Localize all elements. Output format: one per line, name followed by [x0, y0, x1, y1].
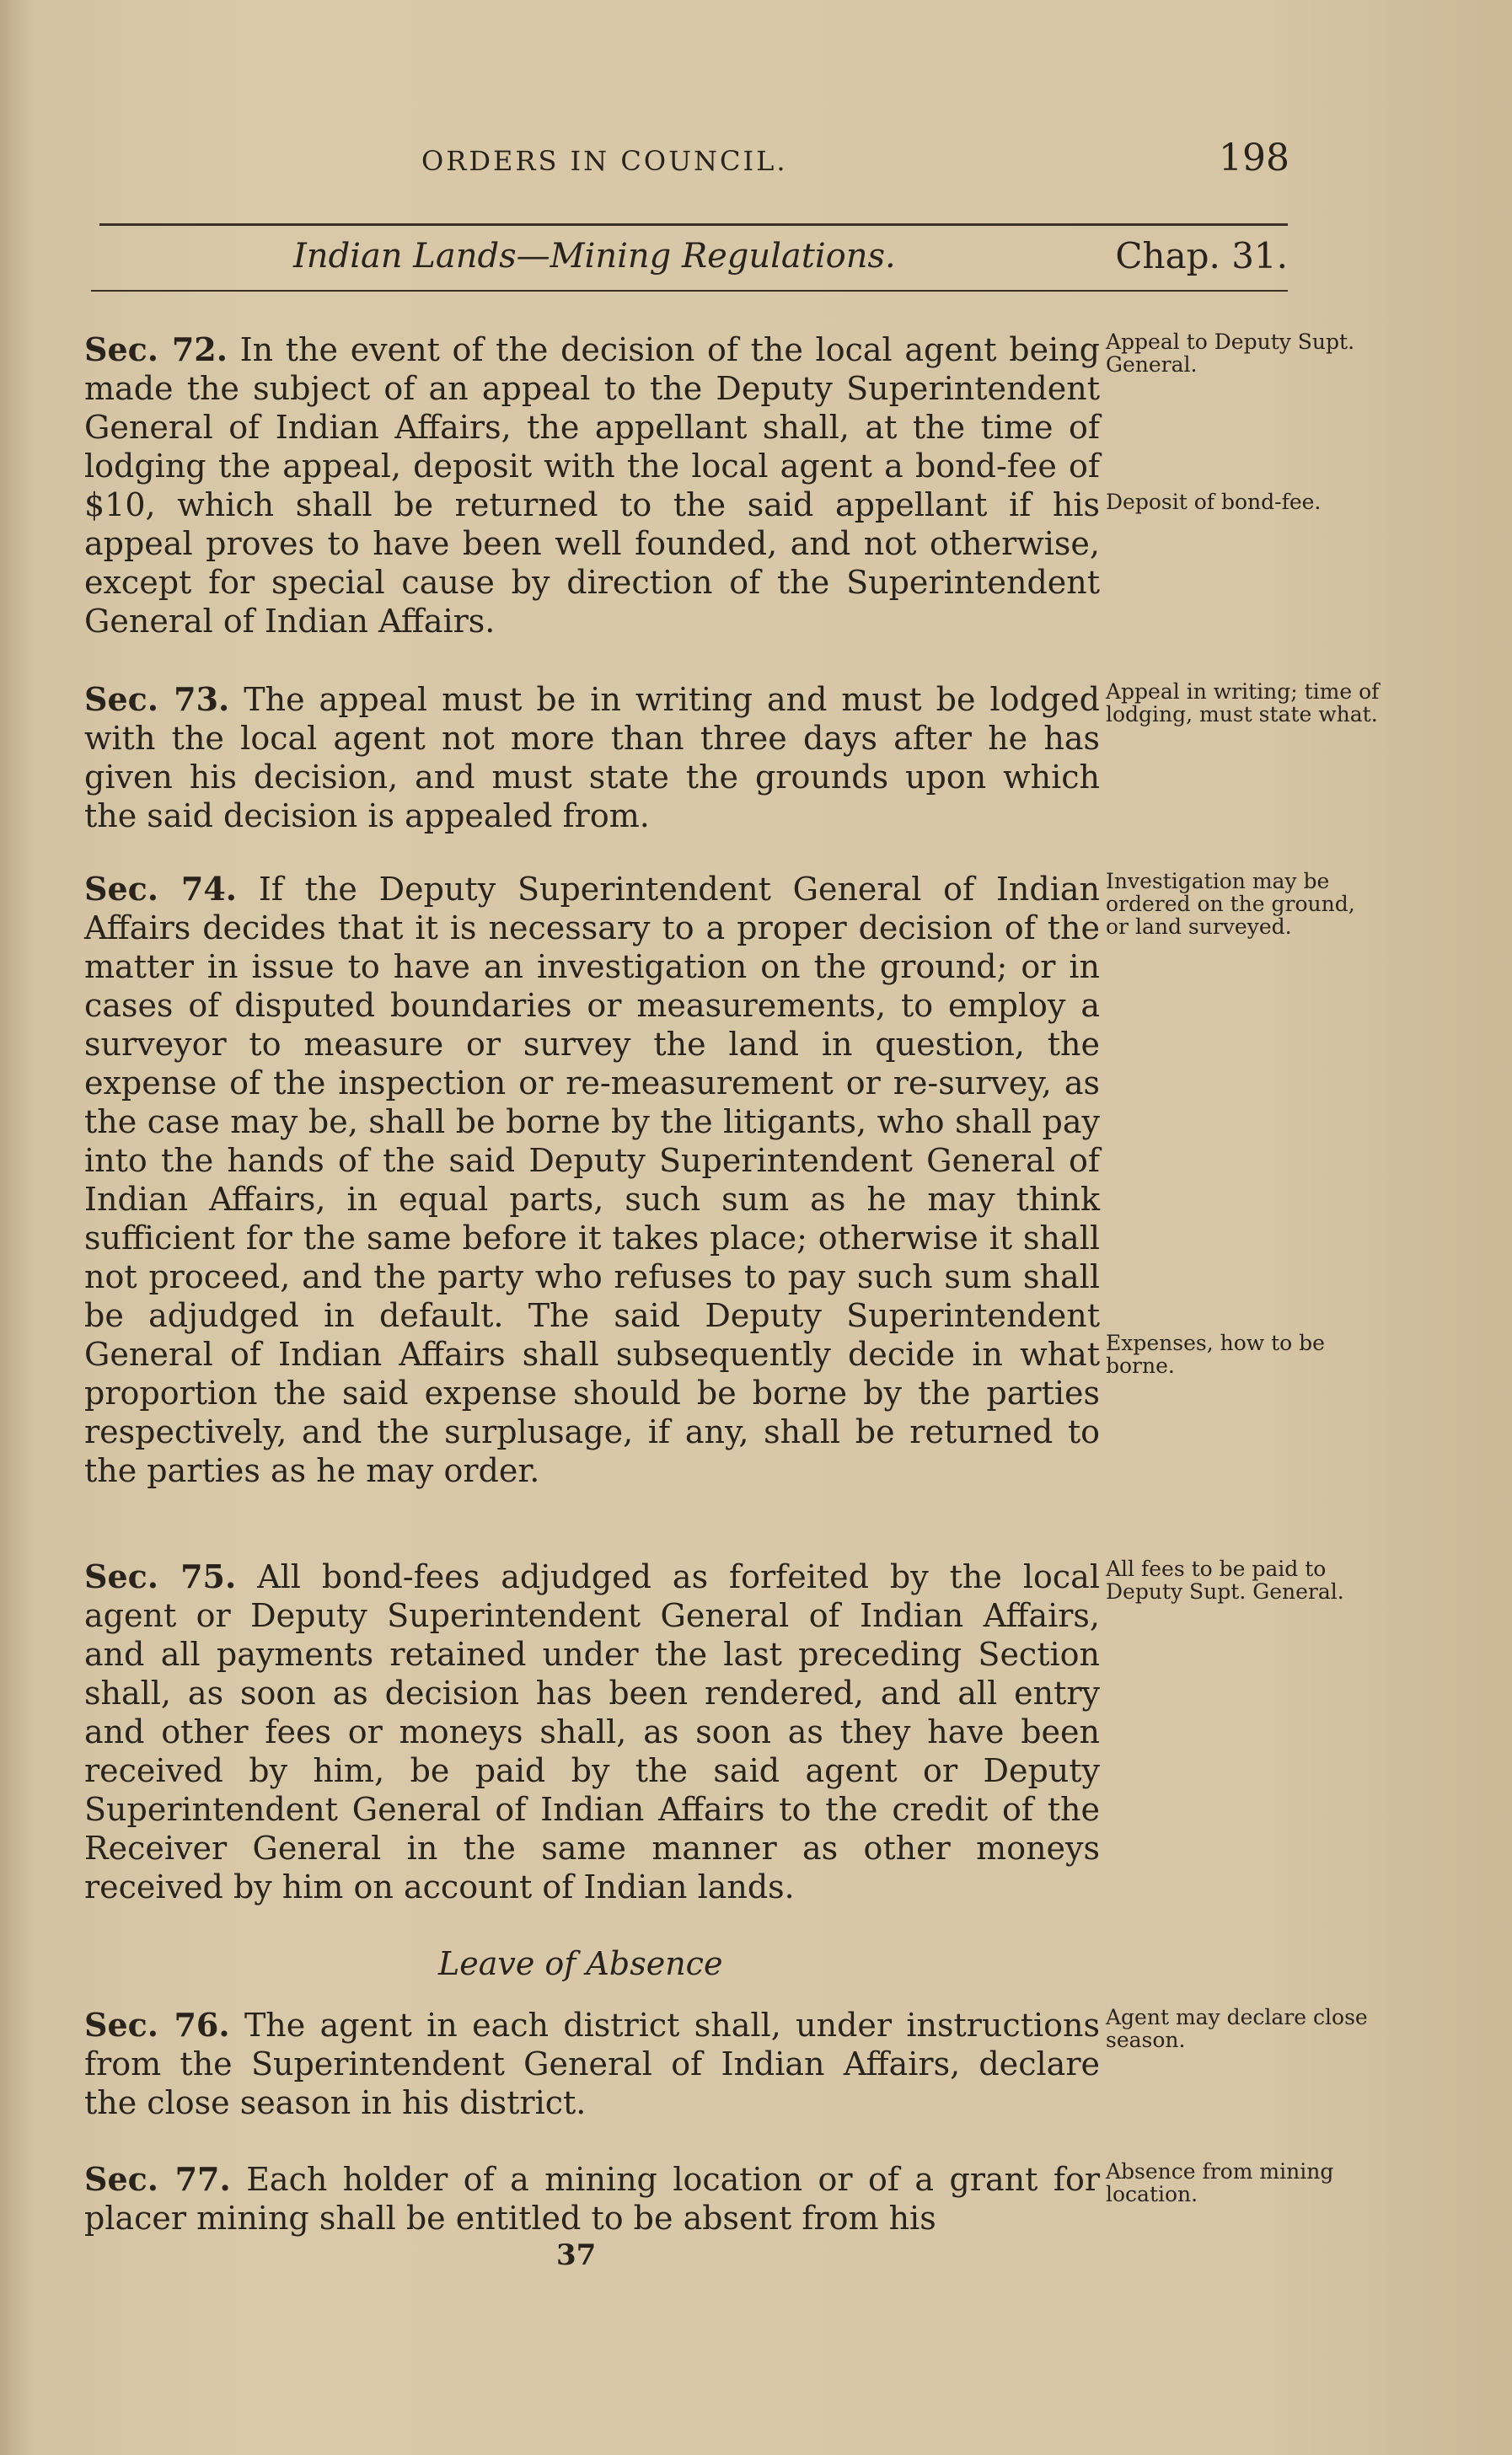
margin-note: Appeal to Deputy Supt. General.: [1106, 330, 1355, 377]
margin-notes: [1106, 2006, 1384, 2051]
section-number: Sec. 77.: [84, 2160, 231, 2198]
section-text: All bond-fees adjudged as forfeited by the local agent or Deputy Superintendent General of Indian Affairs, and all payments retained under the last preceding Section shall, as soon as decision has been rendered, and all entry and other fees or moneys shall, as soon as they have been received by him, be paid by the said agent or Deputy Superintendent General of Indian Affairs to the credit of the Receiver General in the same manner as other moneys received by him on account of Indian lands.: [84, 1558, 1100, 1906]
leave-of-absence-heading: Leave of Absence: [438, 1945, 723, 1982]
subject-title: Indian Lands—Mining Regulations.: [293, 237, 896, 276]
margin-notes: [1106, 680, 1384, 726]
subheader-rule: [91, 290, 1288, 292]
signature-mark: 37: [556, 2238, 597, 2272]
running-header: [93, 137, 1289, 179]
margin-notes: [1106, 2160, 1384, 2206]
section-text: Each holder of a mining location or of a grant for placer mining shall be entitled to be absent from his: [84, 2161, 1100, 2237]
section-body: [84, 2006, 1100, 2122]
margin-notes: [1106, 869, 1384, 1378]
section-body: [84, 2160, 1100, 2238]
section-text: In the event of the decision of the local agent being made the subject of an appeal to the Deputy Superintendent General of Indian Affairs, the appellant shall, at the time of lodging the appeal, deposit with the local agent a bond-fee of $10, which shall be returned to the said appellant if his appeal proves to have been well founded, and not otherwise, except for special cause by direction of the Superintendent General of Indian Affairs.: [84, 331, 1101, 640]
margin-note: All fees to be paid to Deputy Supt. General.: [1106, 1557, 1344, 1604]
margin-notes: [1106, 330, 1384, 514]
section-body: [84, 330, 1100, 641]
section-text: The agent in each district shall, under instructions from the Superintendent General of Indian Affairs, declare the close season in his district.: [84, 2007, 1100, 2121]
section-body: [84, 680, 1100, 835]
margin-note: Absence from mining location.: [1106, 2159, 1334, 2206]
section-number: Sec. 75.: [84, 1557, 237, 1595]
section-body: [84, 870, 1100, 1490]
margin-notes: [1106, 1557, 1384, 1603]
section-number: Sec. 73.: [84, 680, 230, 718]
margin-note: Deposit of bond-fee.: [1106, 490, 1322, 514]
margin-note: Agent may declare close season.: [1106, 2005, 1368, 2052]
section-text: The appeal must be in writing and must be lodged with the local agent not more than three days after he has given his decision, and must state the grounds upon which the said decision is appealed from.: [84, 681, 1100, 834]
margin-note: Expenses, how to be borne.: [1106, 1331, 1325, 1378]
chapter-label: Chap. 31.: [1115, 235, 1288, 276]
header-rule: [99, 223, 1288, 226]
section-text: If the Deputy Superintendent General of Indian Affairs decides that it is necessary to a proper decision of the matter in issue to have an investigation on the ground; or in cases of disputed boundaries or measurements, to employ a surveyor to measure or survey the land in question, the expense of the inspection or re-measurement or re-survey, as the case may be, shall be borne by the litigants, who shall pay into the hands of the said Deputy Superintendent General of Indian Affairs, in equal parts, such sum as he may think sufficient for the same before it takes place; otherwise it shall not proceed, and the party who refuses to pay such sum shall be adjudged in default. The said Deputy Superintendent General of Indian Affairs shall subsequently decide in what proportion the said expense should be borne by the parties respectively, and the surplusage, if any, shall be returned to the parties as he may order.: [84, 871, 1100, 1489]
section-number: Sec. 76.: [84, 2006, 230, 2044]
page-number: 198: [1219, 137, 1289, 180]
section-number: Sec. 74.: [84, 870, 238, 908]
running-title: ORDERS IN COUNCIL.: [421, 145, 788, 177]
margin-note: Appeal in writing; time of lodging, must state what.: [1106, 679, 1380, 726]
margin-note: Investigation may be ordered on the ground, or land surveyed.: [1106, 869, 1355, 939]
section-number: Sec. 72.: [84, 330, 228, 368]
subject-header: [99, 232, 1288, 282]
section-body: [84, 1557, 1100, 1906]
